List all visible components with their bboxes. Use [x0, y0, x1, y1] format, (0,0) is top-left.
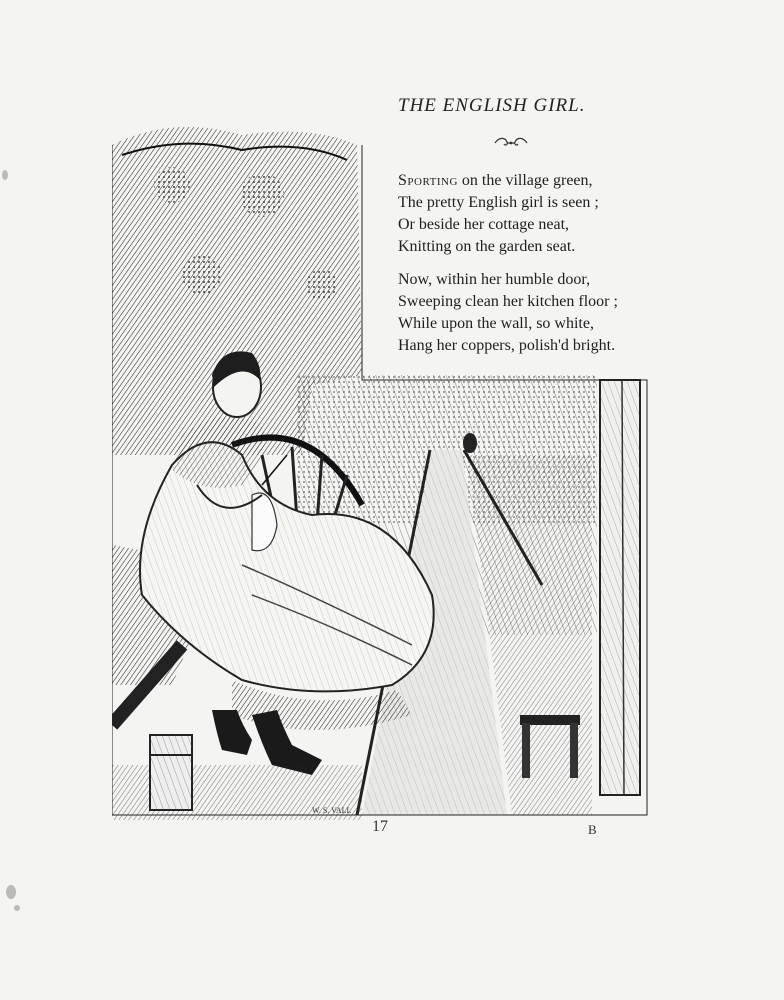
poem-line: Sweeping clean her kitchen floor ; — [398, 293, 618, 310]
poem-line: Now, within her humble door, — [398, 271, 591, 288]
poem-line-text: on the village green, — [457, 172, 593, 189]
engraver-signature: W. S. VALL — [312, 806, 352, 815]
page-title: THE ENGLISH GIRL. — [398, 95, 586, 116]
paper-stain — [2, 170, 8, 180]
poem-line: Or beside her cottage neat, — [398, 216, 570, 233]
engraving-illustration — [112, 125, 652, 820]
paper-stain — [14, 905, 20, 911]
drop-word: Sporting — [398, 172, 458, 189]
signature-mark: B — [588, 822, 597, 837]
poem-line: While upon the wall, so white, — [398, 315, 594, 332]
poem-line: The pretty English girl is seen ; — [398, 194, 599, 211]
page-number: 17 — [372, 818, 388, 835]
paper-stain — [6, 885, 16, 899]
poem-line: Knitting on the garden seat. — [398, 238, 576, 255]
poem-line: Hang her coppers, polish'd bright. — [398, 337, 616, 354]
